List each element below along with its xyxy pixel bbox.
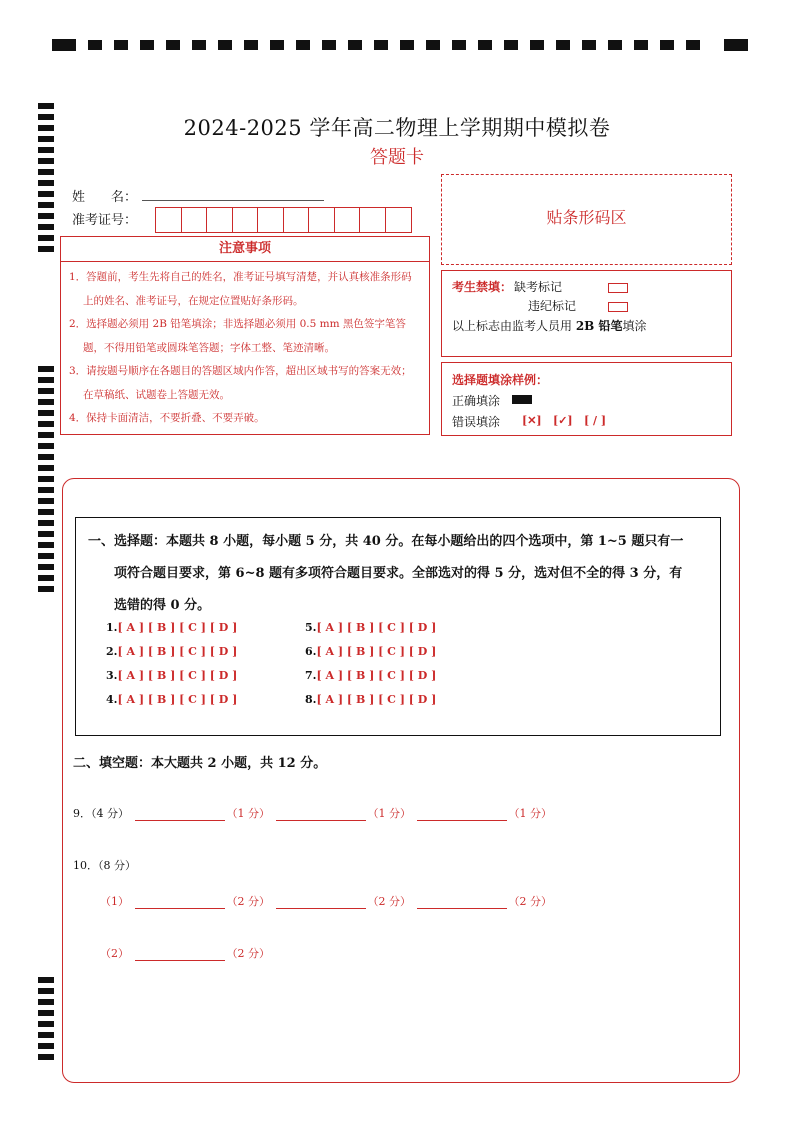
- section1-line2: 项符合题目要求，第 6~8 题有多项符合题目要求。全部选对的得 5 分，选对但不全的得 3 分，有: [114, 566, 683, 581]
- violation-mark-box[interactable]: [608, 299, 628, 313]
- page-subtitle: 答题卡: [370, 147, 424, 168]
- notice-box: [60, 236, 430, 435]
- violation-label: 违纪标记: [528, 299, 577, 313]
- notice-heading: 注意事项: [61, 237, 429, 262]
- wrong-mark-3: [ / ]: [584, 414, 607, 427]
- section1-instructions: [88, 526, 718, 622]
- q10-1-blank-2[interactable]: [276, 908, 366, 909]
- correct-label: 正确填涂: [452, 394, 501, 408]
- choice-row-6[interactable]: 6.[ A ] [ B ] [ C ] [ D ]: [305, 645, 437, 658]
- top-timing-marks: [52, 38, 750, 52]
- q9-blank-3[interactable]: [417, 820, 507, 821]
- section1-line3: 选错的得 0 分。: [114, 598, 211, 613]
- q10-part2-row: （2） （2 分）: [100, 947, 270, 960]
- q9-blank-2[interactable]: [276, 820, 366, 821]
- section2-title: 二、填空题：本大题共 2 小题，共 12 分。: [73, 756, 327, 771]
- id-label: 准考证号：: [72, 213, 138, 228]
- correct-fill-sample: [512, 395, 532, 404]
- q10-1-blank-1[interactable]: [135, 908, 225, 909]
- choice-row-8[interactable]: 8.[ A ] [ B ] [ C ] [ D ]: [305, 693, 437, 706]
- q10-part1-row: （1） （2 分） （2 分） （2 分）: [100, 895, 552, 908]
- name-label: 姓 名：: [72, 190, 138, 205]
- absent-label: 缺考标记: [514, 280, 563, 294]
- id-number-boxes[interactable]: [155, 207, 412, 233]
- sample-box: [441, 362, 732, 436]
- choice-row-4[interactable]: 4.[ A ] [ B ] [ C ] [ D ]: [106, 693, 238, 706]
- q9-blank-1[interactable]: [135, 820, 225, 821]
- q10-label: 10．（8 分）: [73, 859, 136, 872]
- absent-mark-box[interactable]: [608, 280, 628, 294]
- q9-row: 9．（4 分） （1 分） （1 分） （1 分）: [73, 807, 552, 820]
- notice-item: 1．答题前，考生先将自己的姓名，准考证号填写清楚，并认真核准条形码上的姓名、准考证号，在规定位置贴好条形码。: [69, 271, 412, 307]
- notice-item: 4．保持卡面清洁，不要折叠、不要弄破。: [69, 412, 265, 424]
- forbidden-title: 考生禁填：: [452, 280, 513, 294]
- name-field[interactable]: [142, 200, 324, 201]
- forbidden-note: 以上标志由监考人员用 2B 铅笔填涂: [452, 319, 647, 333]
- choice-row-7[interactable]: 7.[ A ] [ B ] [ C ] [ D ]: [305, 669, 437, 682]
- sample-title: 选择题填涂样例：: [452, 373, 549, 387]
- notice-item: 2．选择题必须用 2B 铅笔填涂；非选择题必须用 0.5 mm 黑色签字笔答题，不得用铅笔或圆珠笔答题；字体工整、笔迹清晰。: [69, 318, 406, 354]
- wrong-mark-1: [✕]: [522, 414, 542, 427]
- choice-row-3[interactable]: 3.[ A ] [ B ] [ C ] [ D ]: [106, 669, 238, 682]
- page-title: 2024-2025 学年高二物理上学期期中模拟卷: [183, 116, 611, 140]
- wrong-mark-2: [✓]: [553, 414, 573, 427]
- q10-1-blank-3[interactable]: [417, 908, 507, 909]
- choice-row-5[interactable]: 5.[ A ] [ B ] [ C ] [ D ]: [305, 621, 437, 634]
- barcode-area: 贴条形码区: [441, 174, 732, 265]
- notice-item: 3．请按题号顺序在各题目的答题区域内作答，超出区域书写的答案无效；在草稿纸、试题卷上答题无效。: [69, 365, 412, 401]
- choice-row-2[interactable]: 2.[ A ] [ B ] [ C ] [ D ]: [106, 645, 238, 658]
- choice-row-1[interactable]: 1.[ A ] [ B ] [ C ] [ D ]: [106, 621, 238, 634]
- wrong-label: 错误填涂: [452, 415, 501, 429]
- section1-line1: 一、选择题：本题共 8 小题，每小题 5 分，共 40 分。在每小题给出的四个选项中，第 1~5 题只有一: [88, 534, 684, 549]
- q10-2-blank-1[interactable]: [135, 960, 225, 961]
- forbidden-box: [441, 270, 732, 357]
